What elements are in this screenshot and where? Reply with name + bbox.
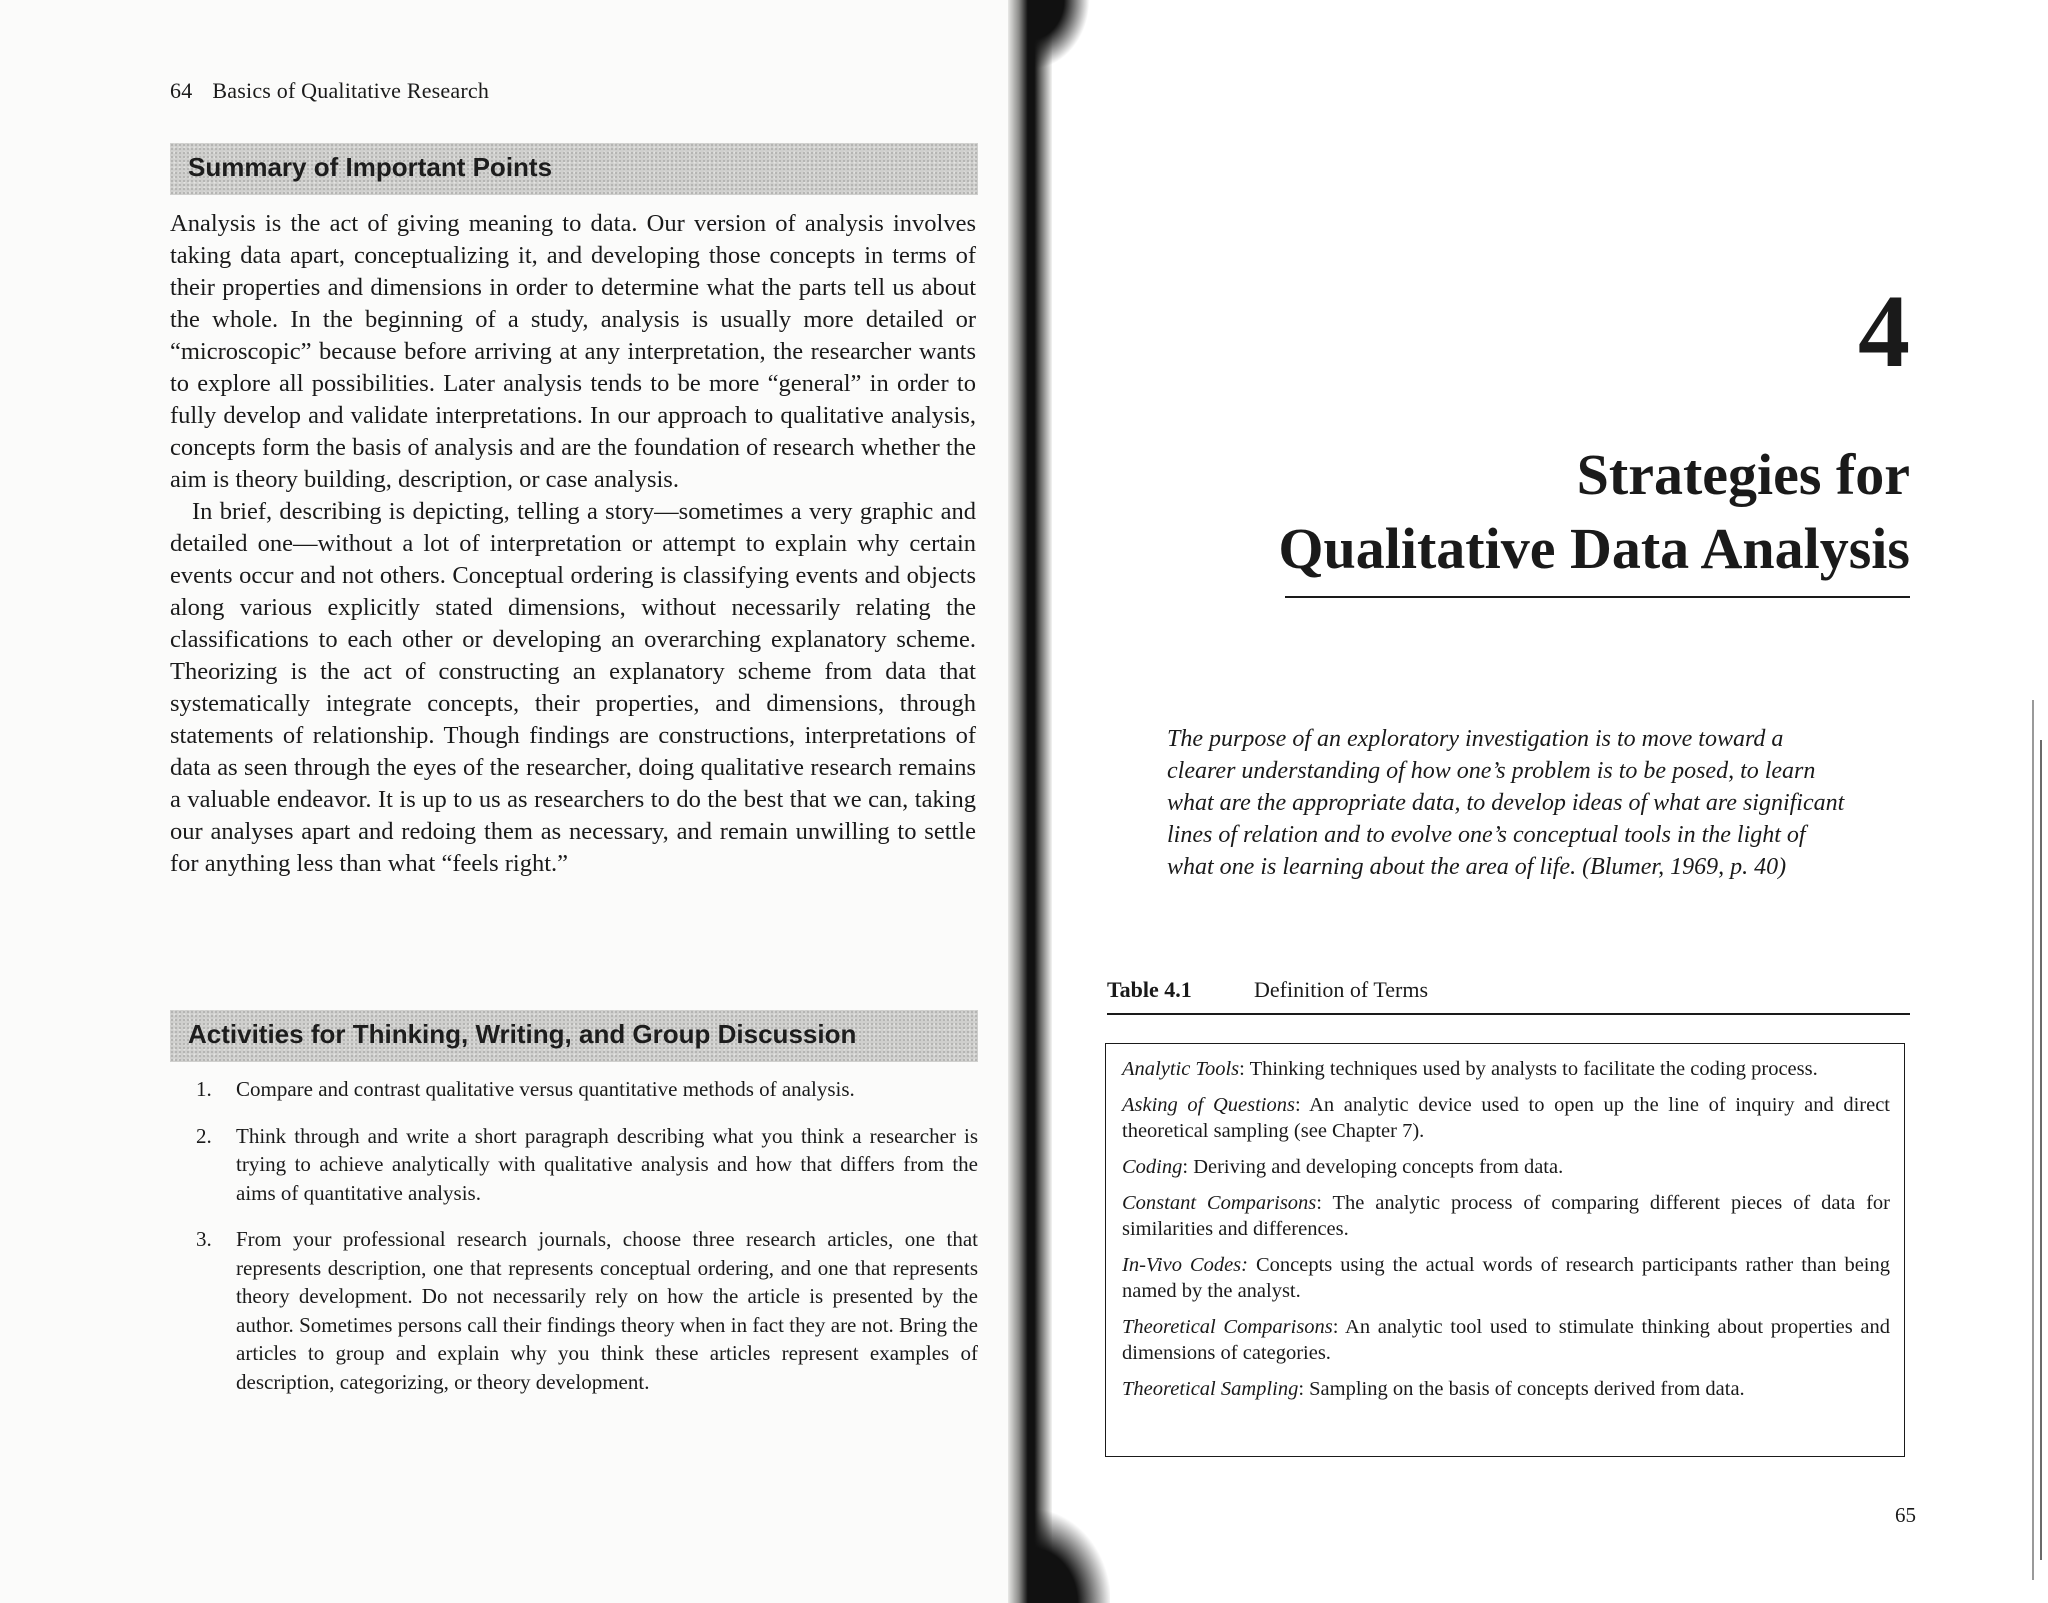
right-page-number: 65	[1895, 1503, 1916, 1527]
activities-section-title: Activities for Thinking, Writing, and Group Discussion	[188, 1019, 857, 1049]
list-item-text: Think through and write a short paragraph describing what you think a researcher is trying to achieve analytically with qualitative analysis and how that differs from the aims of quantitative analysis.	[236, 1123, 978, 1205]
definitions-table	[1105, 1043, 1905, 1457]
table-rule	[1107, 1013, 1910, 1015]
definition-text: : Deriving and developing concepts from data.	[1182, 1156, 1564, 1178]
summary-body	[170, 208, 976, 880]
definition-entry	[1122, 1092, 1890, 1144]
definition-entry	[1122, 1154, 1890, 1180]
activities-section-header	[170, 1010, 978, 1062]
list-item	[170, 1075, 978, 1104]
definition-term: Asking of Questions	[1122, 1094, 1295, 1116]
definition-term: In-Vivo Codes:	[1122, 1254, 1248, 1276]
list-item-text: Compare and contrast qualitative versus quantitative methods of analysis.	[236, 1077, 855, 1101]
table-caption	[1107, 977, 1428, 1003]
running-head-title: Basics of Qualitative Research	[212, 78, 490, 103]
definition-entry	[1122, 1190, 1890, 1242]
table-title: Definition of Terms	[1254, 977, 1429, 1002]
definition-text: : An analytic device used to open up the line of inquiry and direct theoretical sampling (see Chapter 7).	[1122, 1094, 1890, 1142]
chapter-number: 4	[1858, 274, 1910, 389]
book-gutter	[1008, 0, 1052, 1603]
chapter-title	[1210, 438, 1910, 586]
gutter-shadow-top	[1030, 0, 1090, 70]
definition-entry	[1122, 1376, 1890, 1402]
list-item	[170, 1122, 978, 1208]
chapter-title-line-2: Qualitative Data Analysis	[1278, 516, 1910, 581]
definition-text: : The analytic process of comparing different pieces of data for similarities and differences.	[1122, 1192, 1891, 1240]
definition-term: Theoretical Comparisons	[1122, 1316, 1333, 1338]
list-item-text: From your professional research journals, choose three research articles, one that represents description, one that represents conceptual ordering, and one that represents theory development. Do not necessarily rely on how the article is presented by the author. Sometimes persons call their findings theory when in fact they are not. Bring the articles to group and explain why you think these articles represent examples of description, categorizing, or theory development.	[236, 1227, 978, 1394]
table-label: Table 4.1	[1107, 977, 1192, 1002]
summary-section-title: Summary of Important Points	[188, 152, 553, 182]
epigraph-quote: The purpose of an exploratory investigation is to move toward a clearer understanding of how one’s problem is to be posed, to learn what are the appropriate data, to develop ideas of what are significant lines of relation and to evolve one’s conceptual tools in the light of what one is learning about the area of life. (Blumer, 1969, p. 40)	[1167, 726, 1845, 880]
definition-entry	[1122, 1314, 1890, 1366]
definition-term: Theoretical Sampling	[1122, 1378, 1299, 1400]
definition-text: Concepts using the actual words of research participants rather than being named by the analyst.	[1122, 1254, 1891, 1302]
definition-text: : Thinking techniques used by analysts to facilitate the coding process.	[1239, 1058, 1818, 1080]
definition-text: : An analytic tool used to stimulate thinking about properties and dimensions of categories.	[1122, 1316, 1890, 1364]
list-item-number: 1.	[196, 1077, 212, 1101]
gutter-shadow-bottom	[1030, 1510, 1110, 1603]
left-page	[0, 0, 1015, 1603]
list-item	[170, 1225, 978, 1396]
definition-term: Constant Comparisons	[1122, 1192, 1317, 1214]
summary-paragraph-1: Analysis is the act of giving meaning to data. Our version of analysis involves taking data apart, conceptualizing it, and developing those concepts in terms of their properties and dimensions in order to determine what the parts tell us about the whole. In the beginning of a study, analysis is usually more detailed or “microscopic” because before arriving at any interpretation, the researcher wants to explore all possibilities. Later analysis tends to be more “general” in order to fully develop and validate interpretations. In our approach to qualitative analysis, concepts form the basis of analysis and are the foundation of research whether the aim is theory building, description, or case analysis.	[170, 210, 976, 493]
chapter-title-line-1: Strategies for	[1576, 442, 1910, 507]
list-item-number: 3.	[196, 1227, 212, 1251]
title-rule	[1285, 596, 1910, 598]
page-edge-lines	[2032, 700, 2048, 1580]
summary-section-header	[170, 143, 978, 195]
left-page-number: 64	[170, 78, 193, 103]
list-item-number: 2.	[196, 1123, 212, 1148]
definition-term: Coding	[1122, 1156, 1183, 1178]
summary-paragraph-2: In brief, describing is depicting, telling a story—sometimes a very graphic and detailed one—without a lot of interpretation or attempt to explain why certain events occur and not others. Conceptual ordering is classifying events and objects along various explicitly stated dimensions, without necessarily relating the classifications to each other or developing an overarching explanatory scheme. Theorizing is the act of constructing an explanatory scheme from data that systematically integrate concepts, their properties, and dimensions, through statements of relationship. Though findings are constructions, interpretations of data as seen through the eyes of the researcher, doing qualitative research remains a valuable endeavor. It is up to us as researchers to do the best that we can, taking our analyses apart and redoing them as necessary, and remain unwilling to settle for anything less than what “feels right.”	[170, 498, 976, 877]
running-head	[170, 78, 489, 104]
definition-entry	[1122, 1252, 1890, 1304]
definition-text: : Sampling on the basis of concepts derived from data.	[1298, 1378, 1745, 1400]
definition-entry	[1122, 1056, 1890, 1082]
activities-list	[170, 1075, 978, 1414]
definition-term: Analytic Tools	[1122, 1058, 1240, 1080]
